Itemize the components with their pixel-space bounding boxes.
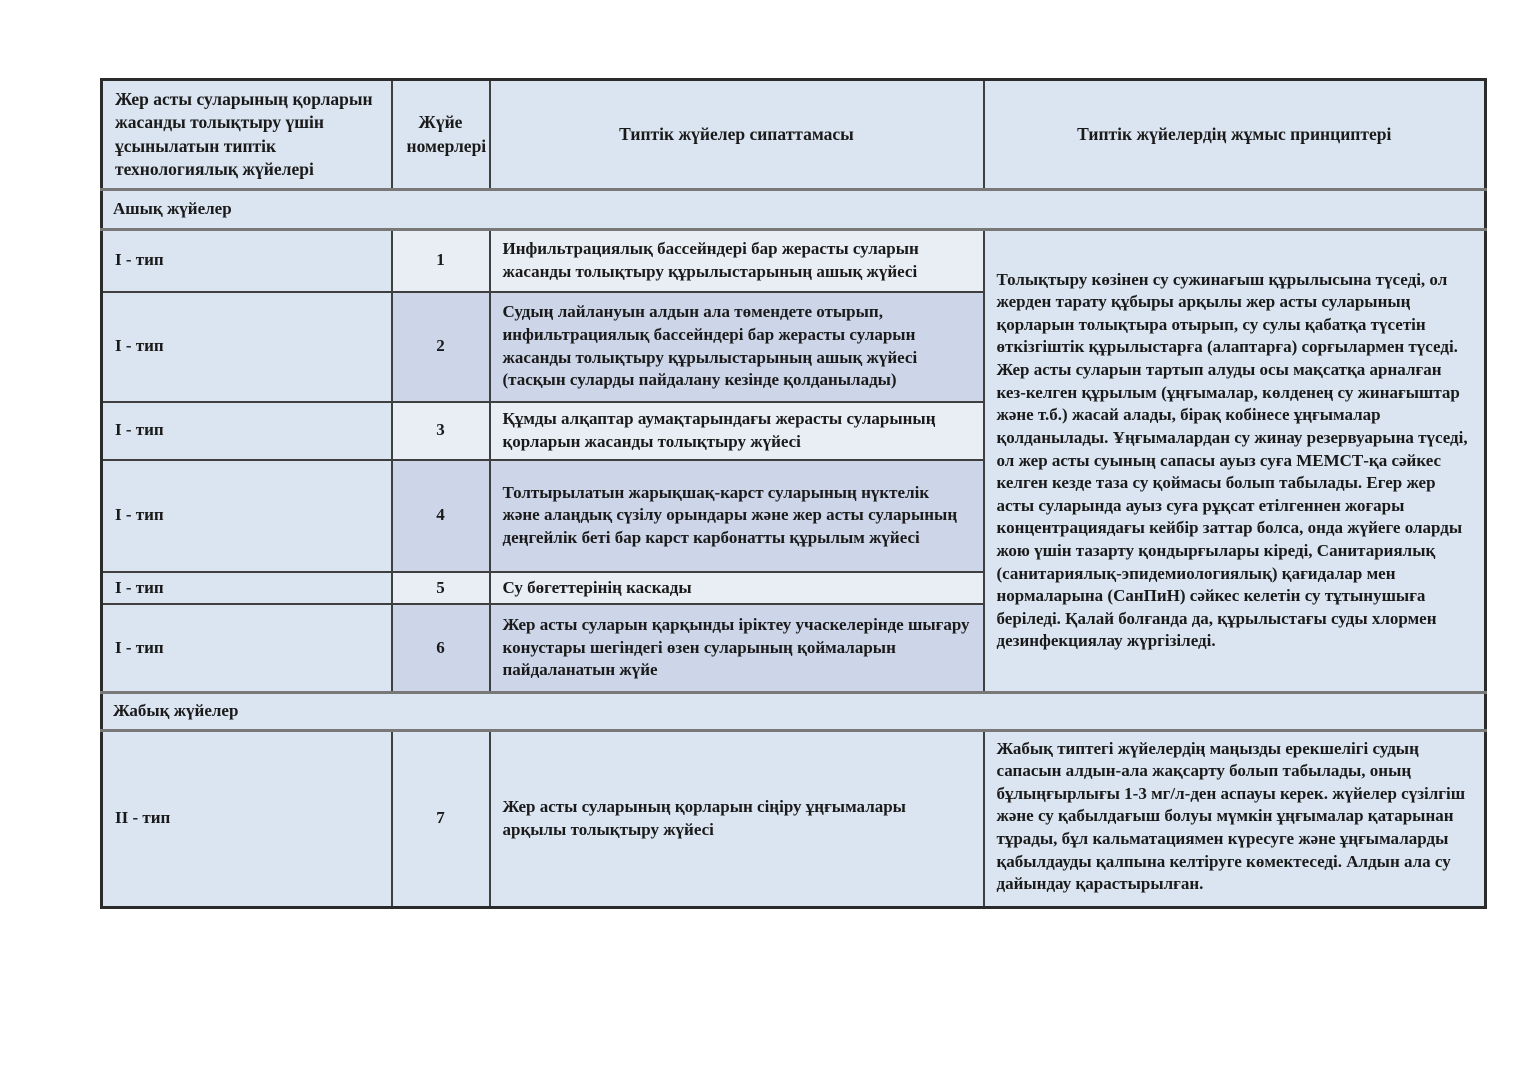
section-closed-systems bbox=[102, 692, 1486, 730]
description-cell: Құмды алқаптар аумақтарындағы жерасты суларының қорларын жасанды толықтыру жүйесі bbox=[490, 402, 984, 460]
table-row bbox=[102, 730, 1486, 907]
principle-closed-systems: Жабық типтегі жүйелердің маңызды ерекшелігі судың сапасын алдын-ала жақсарту болып табылады, оның бұлыңғырлығы 1-3 мг/л-ден аспауы керек. жүйелер сүзілгіш және су қабылдағыш болуы мүмкін ұңғымалар қатарынан тұрады, бұл кальматациямен күресуге және ұңғымаларды қабылдауды қалпына келтіруге көмектеседі. Алдын ала су дайындау қарастырылған. bbox=[984, 730, 1486, 907]
system-number-cell: 2 bbox=[392, 292, 490, 402]
type-cell: I - тип bbox=[102, 230, 392, 292]
section-open-systems bbox=[102, 190, 1486, 230]
table-row bbox=[102, 230, 1486, 292]
principle-open-systems: Толықтыру көзінен су сужинағыш құрылысына түседі, ол жерден тарату құбыры арқылы жер асты суларының қорларын толықтыра отырып, су сулы қабатқа түсетін өткізгіштік құрылыстарға (алаптарға) сорғылармен түседі. Жер асты суларын тартып алуды осы мақсатқа арналған кез-келген құрылым (ұңғымалар, көлденең су жинағыштар және т.б.) жасай алады, бірақ кобінесе ұңғымалар қолданылады. Ұңғымалардан су жинау резервуарына түседі, ол жер асты суының сапасы ауыз суға МЕМСТ-қа сәйкес келген кезде таза су қоймасы болып табылады. Егер жер асты суларында ауыз суға рұқсат етілгеннен жоғары концентрациядағы кейбір заттар болса, онда жүйеге оларды жою үшін тазарту қондырғылары кіреді, Санитариялық (санитариялық-эпидемиологиялық) қағидалар мен нормаларына (СанПиН) сәйкес келетін су тұтынушыға беріледі. Қалай болғанда да, құрылыстағы суды хлормен дезинфекциялау жүргізіледі. bbox=[984, 230, 1486, 693]
type-cell: I - тип bbox=[102, 402, 392, 460]
description-cell: Жер асты суларын қарқынды іріктеу учаскелерінде шығару конустары шегіндегі өзен суларының қоймаларын пайдаланатын жүйе bbox=[490, 604, 984, 692]
system-number-cell: 4 bbox=[392, 460, 490, 572]
system-number-cell: 7 bbox=[392, 730, 490, 907]
section-title-open: Ашық жүйелер bbox=[102, 190, 1486, 230]
type-cell: II - тип bbox=[102, 730, 392, 907]
description-cell: Су бөгеттерінің каскады bbox=[490, 572, 984, 605]
section-title-closed: Жабық жүйелер bbox=[102, 692, 1486, 730]
description-cell: Жер асты суларының қорларын сіңіру ұңғымалары арқылы толықтыру жүйесі bbox=[490, 730, 984, 907]
system-number-cell: 3 bbox=[392, 402, 490, 460]
header-system-numbers: Жүйе номерлері bbox=[392, 80, 490, 190]
type-cell: I - тип bbox=[102, 292, 392, 402]
description-cell: Судың лайлануын алдын ала төмендете отырып, инфильтрациялық бассейндері бар жерасты суларын жасанды толықтыру құрылыстарының ашық жүйесі (тасқын суларды пайдалану кезінде қолданылады) bbox=[490, 292, 984, 402]
header-system-description: Типтік жүйелер сипаттамасы bbox=[490, 80, 984, 190]
description-cell: Инфильтрациялық бассейндері бар жерасты суларын жасанды толықтыру құрылыстарының ашық жүйесі bbox=[490, 230, 984, 292]
system-number-cell: 6 bbox=[392, 604, 490, 692]
system-number-cell: 5 bbox=[392, 572, 490, 605]
header-operating-principles: Типтік жүйелердің жұмыс принциптері bbox=[984, 80, 1486, 190]
system-number-cell: 1 bbox=[392, 230, 490, 292]
type-cell: I - тип bbox=[102, 604, 392, 692]
type-cell: I - тип bbox=[102, 460, 392, 572]
typical-systems-table bbox=[100, 78, 1487, 909]
header-row bbox=[102, 80, 1486, 190]
type-cell: I - тип bbox=[102, 572, 392, 605]
header-technological-systems: Жер асты суларының қорларын жасанды толықтыру үшін ұсынылатын типтік технологиялық жүйелері bbox=[102, 80, 392, 190]
description-cell: Толтырылатын жарықшақ-карст суларының нүктелік және алаңдық сүзілу орындары және жер асты суларының деңгейлік беті бар карст карбонатты құрылым жүйесі bbox=[490, 460, 984, 572]
